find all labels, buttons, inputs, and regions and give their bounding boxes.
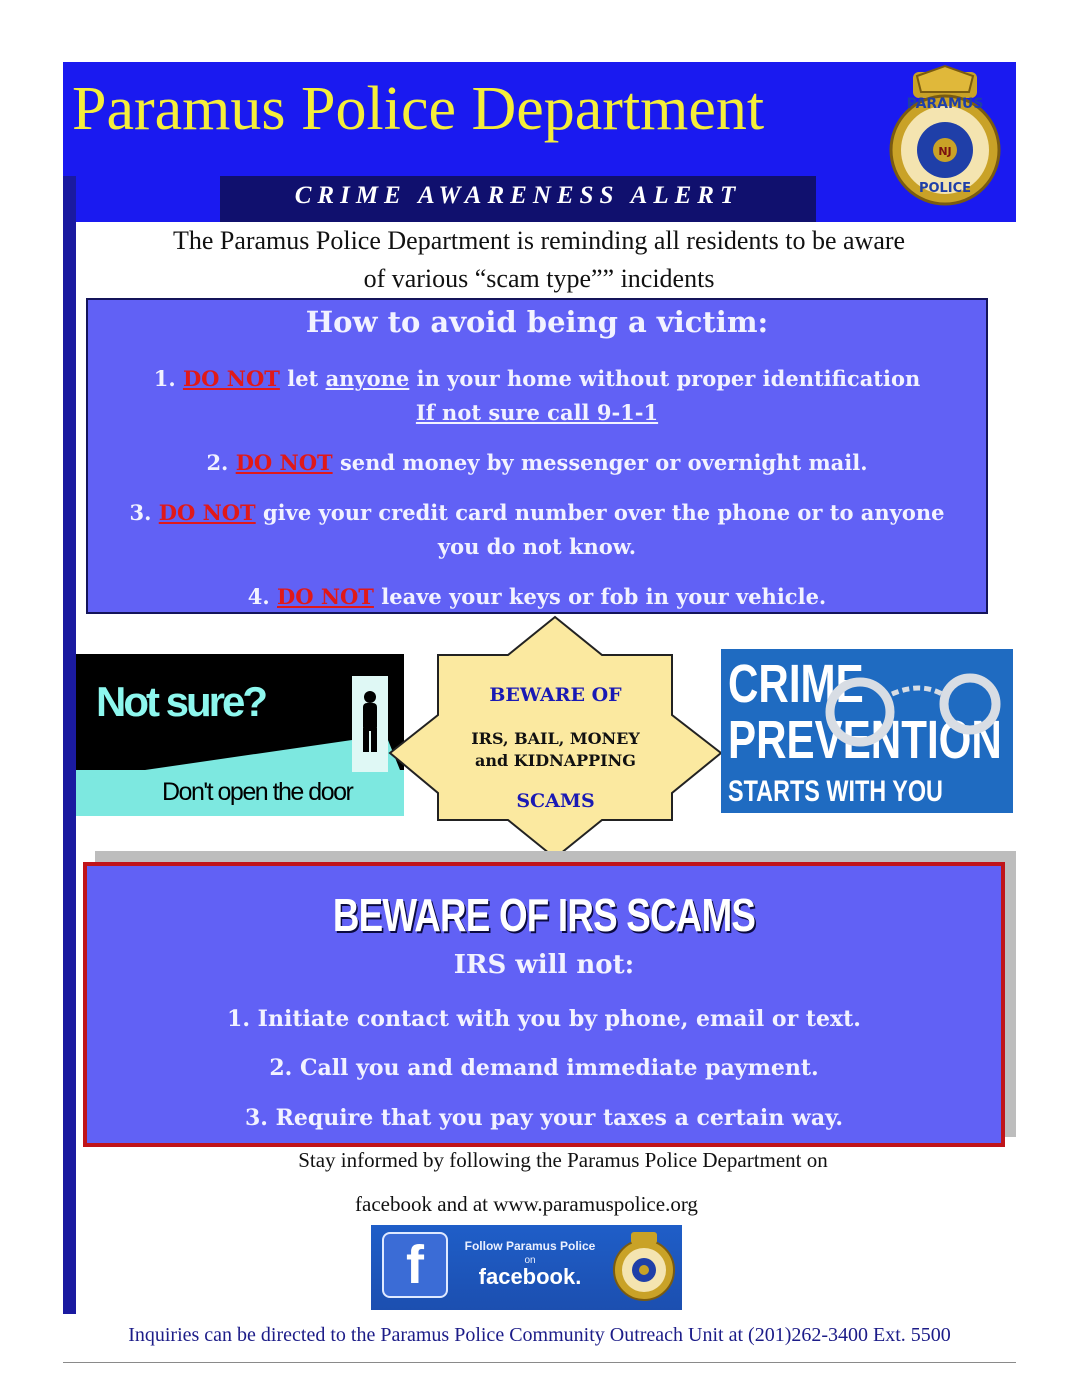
do-not-label: DO NOT bbox=[235, 450, 333, 475]
tip-number: 4. bbox=[247, 584, 270, 609]
star-line-3: and KIDNAPPING bbox=[475, 751, 636, 770]
irs-item-2: 2. Call you and demand immediate payment. bbox=[269, 1055, 819, 1081]
left-border-rule bbox=[63, 176, 76, 1314]
tip-3 bbox=[86, 496, 988, 530]
tip-2 bbox=[86, 446, 988, 480]
facebook-f-glyph: f bbox=[406, 1235, 424, 1295]
irs-subheading: IRS will not: bbox=[453, 950, 635, 980]
svg-text:PARAMUS: PARAMUS bbox=[906, 96, 984, 112]
intro-line-1: The Paramus Police Department is reminding all residents to be aware bbox=[172, 226, 906, 255]
facebook-wordmark: facebook. bbox=[478, 1264, 582, 1289]
star-line-4: SCAMS bbox=[516, 790, 595, 812]
tip-1 bbox=[86, 362, 988, 396]
tip-number: 1. bbox=[153, 366, 176, 391]
tips-heading: How to avoid being a victim: bbox=[305, 305, 769, 339]
bottom-rule bbox=[63, 1362, 1016, 1363]
page-title: Paramus Police Department bbox=[72, 75, 765, 143]
irs-item-3: 3. Require that you pay your taxes a certain way. bbox=[244, 1105, 844, 1131]
facebook-icon bbox=[382, 1232, 448, 1298]
tip-text: give your credit card number over the phone or to anyone bbox=[263, 500, 945, 525]
do-not-label: DO NOT bbox=[158, 500, 256, 525]
tip-1-call bbox=[86, 396, 988, 430]
do-not-label: DO NOT bbox=[182, 366, 280, 391]
tip-text: let bbox=[287, 366, 319, 391]
crime-word: CRIME bbox=[728, 654, 864, 714]
star-line-1: BEWARE OF bbox=[489, 684, 622, 706]
police-badge-logo bbox=[873, 62, 1016, 222]
intro-line-2: of various “scam type”” incidents bbox=[363, 264, 715, 293]
tip-number: 3. bbox=[129, 500, 152, 525]
irs-heading: BEWARE OF IRS SCAMS bbox=[332, 889, 756, 941]
footer-line-2: facebook and at www.paramuspolice.org bbox=[355, 1192, 698, 1216]
call-911-note: If not sure call 9-1-1 bbox=[415, 400, 659, 425]
police-badge-icon bbox=[873, 62, 1016, 222]
tip-number: 2. bbox=[206, 450, 229, 475]
handcuffs-icon bbox=[810, 664, 1010, 754]
tip-4 bbox=[86, 580, 988, 614]
not-sure-question: Not sure? bbox=[96, 678, 266, 725]
mini-badge-icon bbox=[611, 1230, 677, 1304]
tip-text: in your home without proper identification bbox=[416, 366, 921, 391]
tip-3-cont bbox=[86, 530, 988, 564]
intro-text bbox=[86, 222, 992, 298]
tip-text: you do not know. bbox=[437, 534, 637, 559]
svg-text:NJ: NJ bbox=[938, 145, 952, 158]
follow-text: Follow Paramus Police bbox=[464, 1239, 596, 1253]
star-line-2: IRS, BAIL, MONEY bbox=[471, 729, 640, 748]
follow-on-text: on bbox=[524, 1255, 536, 1266]
tip-text: leave your keys or fob in your vehicle. bbox=[381, 584, 827, 609]
do-not-label: DO NOT bbox=[277, 584, 374, 609]
inquiry-line: Inquiries can be directed to the Paramus Police Community Outreach Unit at (201)262-3400 Ext. 5500 bbox=[128, 1324, 951, 1346]
svg-text:POLICE: POLICE bbox=[918, 181, 972, 196]
footer-line-1: Stay informed by following the Paramus Police Department on bbox=[298, 1148, 828, 1172]
person-silhouette-icon bbox=[358, 690, 382, 754]
irs-item-1: 1. Initiate contact with you by phone, email or text. bbox=[227, 1006, 861, 1032]
tip-text: send money by messenger or overnight mail. bbox=[339, 450, 868, 475]
starts-with-you: STARTS WITH YOU bbox=[728, 775, 943, 808]
prevention-word: PREVENTION bbox=[728, 710, 1002, 770]
tip-emphasis: anyone bbox=[325, 366, 410, 391]
dont-open-door-caption: Don't open the door bbox=[162, 778, 353, 806]
alert-heading: CRIME AWARENESS ALERT bbox=[294, 182, 742, 209]
